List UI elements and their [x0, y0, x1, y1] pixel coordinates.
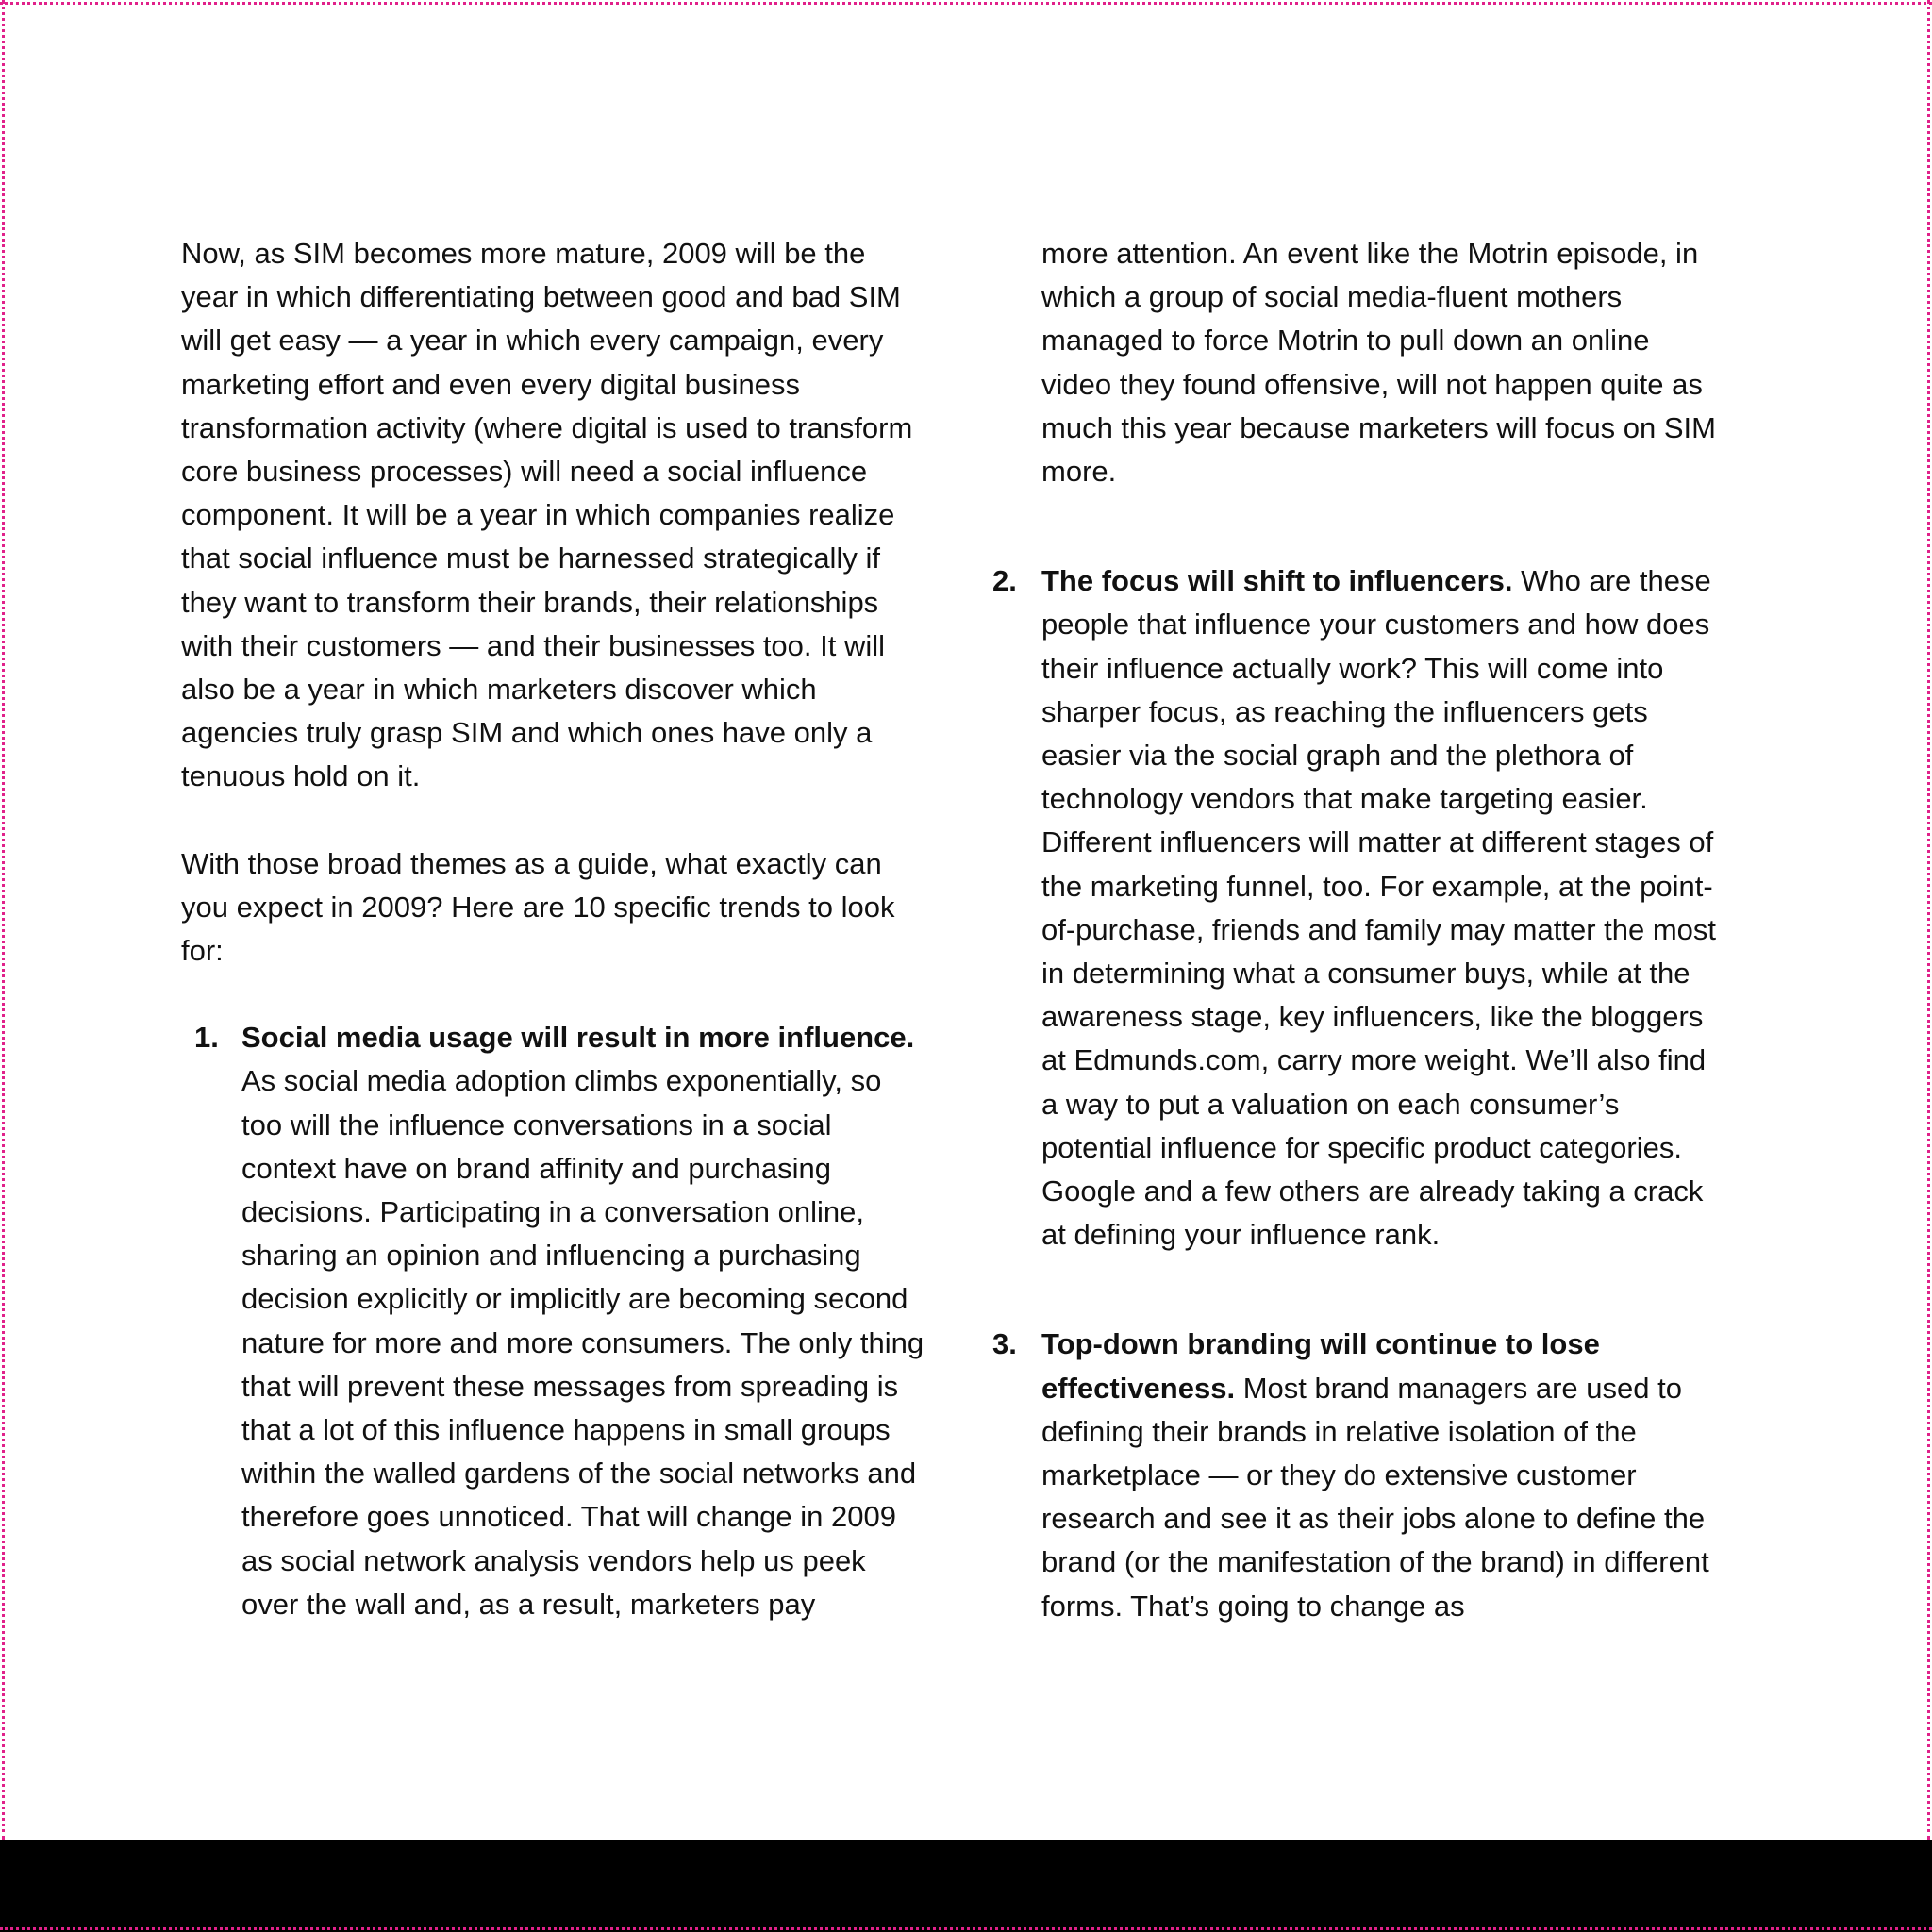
trim-mark-bottom [0, 1927, 1932, 1930]
trend-body: Most brand managers are used to defining their brands in relative isolation of the marketplace — or they do extensive customer research and see it as their jobs alone to define the brand (or the manifestation of the brand) in different forms. That’s going to change as [1041, 1371, 1709, 1623]
trim-mark-right [1927, 0, 1930, 1840]
paragraph-spacer [181, 973, 926, 1016]
trend-number: 3. [992, 1327, 1017, 1361]
trim-mark-top [0, 2, 1932, 5]
trend-text [1041, 559, 1719, 1257]
intro-paragraph-2: With those broad themes as a guide, what exactly can you expect in 2009? Here are 10 specific trends to look for: [181, 846, 895, 968]
trend-number: 2. [992, 564, 1017, 598]
trend-body: Who are these people that influence your customers and how does their influence actually work? This will come into sharper focus, as reaching the influencers gets easier via the social graph and the plethora of technology vendors that make targeting easier. Different influencers will matter at different stages of the marketing funnel, too. For example, at the point-of-purchase, friends and family may matter the most in determining what a consumer buys, while at the awareness stage, key influencers, like the bloggers at Edmunds.com, carry more weight. We’ll also find a way to put a valuation on each consumer’s potential influence for specific product categories. Google and a few others are already taking a crack at defining your influence rank. [1041, 564, 1717, 1252]
trend-1-continuation: more attention. An event like the Motrin episode, in which a group of social media-fluent mothers managed to force Motrin to pull down an online video they found offensive, will not happen quite as much this year because marketers will focus on SIM more. [1041, 237, 1716, 489]
trend-text [1041, 1323, 1719, 1627]
trend-number: 1. [194, 1021, 219, 1055]
item-spacer [992, 1257, 1719, 1323]
footer-bar [0, 1840, 1932, 1932]
trend-lead: The focus will shift to influencers. [1041, 564, 1513, 598]
right-column [992, 232, 1719, 1628]
trend-text [242, 1016, 926, 1626]
trend-item-3 [992, 1323, 1719, 1627]
trend-item-2 [992, 559, 1719, 1257]
intro-paragraph-1: Now, as SIM becomes more mature, 2009 will be the year in which differentiating between good and bad SIM will get easy — a year in which every campaign, every marketing effort and even every digital business transformation activity (where digital is used to transform core business processes) will need a social influence component. It will be a year in which companies realize that social influence must be harnessed strategically if they want to transform their brands, their relationships with their customers — and their businesses too. It will also be a year in which marketers discover which agencies truly grasp SIM and which ones have only a tenuous hold on it. [181, 237, 913, 793]
trend-body: As social media adoption climbs exponentially, so too will the influence conversations in a social context have on brand affinity and purchasing decisions. Participating in a conversation online, sharing an opinion and influencing a purchasing decision explicitly or implicitly are becoming second nature for more and more consumers. The only thing that will prevent these messages from spreading is that a lot of this influence happens in small groups within the walled gardens of the social networks and therefore goes unnoticed. That will change in 2009 as social network analysis vendors help us peek over the wall and, as a result, marketers pay [242, 1064, 924, 1621]
trend-lead: Social media usage will result in more influence. [242, 1021, 915, 1055]
trend-item-1 [181, 1016, 926, 1626]
paragraph-spacer [181, 799, 926, 842]
item-spacer [992, 493, 1719, 559]
left-column [181, 232, 926, 1626]
trim-mark-left [2, 0, 5, 1840]
trend-lead: Top-down branding will continue to lose effectiveness. [1041, 1327, 1600, 1405]
